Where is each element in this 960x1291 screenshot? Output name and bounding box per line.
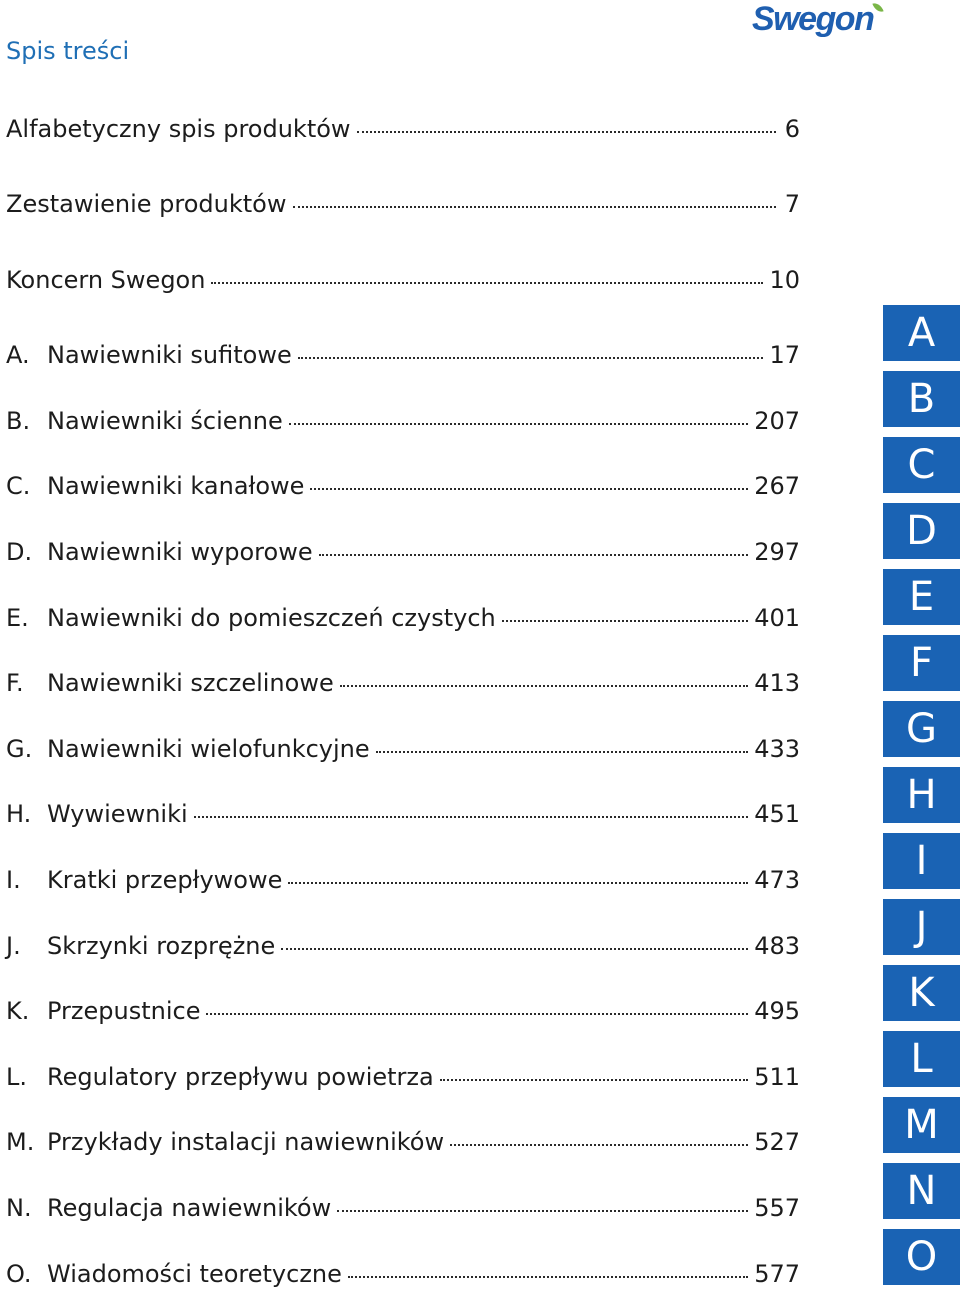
toc-entry-title: Nawiewniki kanałowe — [47, 472, 305, 500]
toc-entry[interactable] — [6, 338, 800, 372]
dot-leader — [376, 750, 749, 753]
dot-leader — [340, 684, 748, 687]
toc-entry-title: Nawiewniki do pomieszczeń czystych — [47, 604, 496, 632]
toc-entry-page: 433 — [754, 735, 800, 763]
section-tab-n[interactable]: N — [883, 1163, 960, 1219]
logo-leaf-icon — [872, 1, 883, 14]
toc-entry[interactable] — [6, 404, 800, 438]
toc-entry-letter: I. — [6, 866, 21, 894]
toc-entry-title: Nawiewniki wyporowe — [47, 538, 313, 566]
toc-entry[interactable] — [6, 929, 800, 963]
toc-entry-letter: G. — [6, 735, 33, 763]
section-tab-k[interactable]: K — [883, 965, 960, 1021]
toc-entry-page: 527 — [754, 1128, 800, 1156]
toc-entry-title: Nawiewniki sufitowe — [47, 341, 292, 369]
dot-leader — [450, 1143, 748, 1146]
toc-entry-letter: L. — [6, 1063, 27, 1091]
dot-leader — [502, 619, 748, 622]
toc-entry-title: Alfabetyczny spis produktów — [6, 115, 351, 143]
toc-entry-title: Regulacja nawiewników — [47, 1194, 332, 1222]
toc-entry-page: 401 — [754, 604, 800, 632]
dot-leader — [281, 947, 748, 950]
toc-entry-title: Wiadomości teoretyczne — [47, 1260, 342, 1288]
toc-entry-page: 511 — [754, 1063, 800, 1091]
swegon-logo: Swegon — [752, 0, 874, 38]
toc-entry[interactable] — [6, 1060, 800, 1094]
dot-leader — [298, 356, 764, 359]
toc-entry[interactable] — [6, 469, 800, 503]
toc-entry-page: 557 — [754, 1194, 800, 1222]
section-tab-m[interactable]: M — [883, 1097, 960, 1153]
toc-entry-letter: J. — [6, 932, 21, 960]
toc-entry[interactable] — [6, 1191, 800, 1225]
toc-entry[interactable] — [6, 666, 800, 700]
section-tab-b[interactable]: B — [883, 371, 960, 427]
toc-entry-page: 451 — [754, 800, 800, 828]
toc-entry-letter: D. — [6, 538, 33, 566]
toc-entry-title: Wywiewniki — [47, 800, 188, 828]
toc-entry-letter: F. — [6, 669, 24, 697]
toc-entry-page: 7 — [784, 190, 800, 218]
toc-entry-page: 17 — [769, 341, 800, 369]
dot-leader — [194, 815, 749, 818]
dot-leader — [293, 205, 777, 208]
toc-entry[interactable] — [6, 1257, 800, 1291]
toc-entry-letter: H. — [6, 800, 32, 828]
section-tab-o[interactable]: O — [883, 1229, 960, 1285]
dot-leader — [211, 281, 763, 284]
toc-entry[interactable] — [6, 187, 800, 221]
toc-entry-letter: O. — [6, 1260, 32, 1288]
section-tab-c[interactable]: C — [883, 437, 960, 493]
toc-entry[interactable] — [6, 601, 800, 635]
section-tab-a[interactable]: A — [883, 305, 960, 361]
toc-entry[interactable] — [6, 863, 800, 897]
toc-entry-letter: M. — [6, 1128, 35, 1156]
toc-entry-page: 483 — [754, 932, 800, 960]
toc-entry-page: 6 — [784, 115, 800, 143]
section-tab-j[interactable]: J — [883, 899, 960, 955]
section-tab-e[interactable]: E — [883, 569, 960, 625]
toc-entry-page: 495 — [754, 997, 800, 1025]
toc-entry-title: Koncern Swegon — [6, 266, 206, 294]
toc-entry-letter: E. — [6, 604, 29, 632]
toc-entry-letter: B. — [6, 407, 31, 435]
toc-entry-letter: N. — [6, 1194, 32, 1222]
page-title: Spis treści — [6, 37, 130, 65]
toc-entry-letter: C. — [6, 472, 31, 500]
dot-leader — [310, 487, 748, 490]
toc-entry-page: 473 — [754, 866, 800, 894]
toc-entry-title: Przykłady instalacji nawiewników — [47, 1128, 445, 1156]
toc-entry-title: Nawiewniki ścienne — [47, 407, 283, 435]
toc-entry[interactable] — [6, 263, 800, 297]
toc-entry-title: Kratki przepływowe — [47, 866, 283, 894]
dot-leader — [440, 1078, 748, 1081]
toc-entry-title: Skrzynki rozprężne — [47, 932, 276, 960]
toc-entry-title: Nawiewniki wielofunkcyjne — [47, 735, 370, 763]
toc-entry-page: 413 — [754, 669, 800, 697]
dot-leader — [319, 553, 749, 556]
dot-leader — [288, 881, 748, 884]
section-tab-d[interactable]: D — [883, 503, 960, 559]
toc-entry-letter: A. — [6, 341, 30, 369]
toc-entry[interactable] — [6, 797, 800, 831]
dot-leader — [357, 130, 776, 133]
dot-leader — [348, 1275, 748, 1278]
dot-leader — [206, 1012, 748, 1015]
toc-entry-title: Przepustnice — [47, 997, 201, 1025]
toc-entry-page: 297 — [754, 538, 800, 566]
toc-entry-page: 10 — [769, 266, 800, 294]
toc-entry[interactable] — [6, 1125, 800, 1159]
toc-entry-title: Zestawienie produktów — [6, 190, 287, 218]
toc-entry-page: 207 — [754, 407, 800, 435]
dot-leader — [337, 1209, 748, 1212]
toc-entry-title: Regulatory przepływu powietrza — [47, 1063, 434, 1091]
dot-leader — [289, 422, 748, 425]
toc-entry[interactable] — [6, 535, 800, 569]
section-tab-l[interactable]: L — [883, 1031, 960, 1087]
toc-entry-page: 577 — [754, 1260, 800, 1288]
toc-entry[interactable] — [6, 732, 800, 766]
toc-entry[interactable] — [6, 112, 800, 146]
section-tab-f[interactable]: F — [883, 635, 960, 691]
toc-entry-title: Nawiewniki szczelinowe — [47, 669, 334, 697]
toc-entry-letter: K. — [6, 997, 30, 1025]
toc-entry[interactable] — [6, 994, 800, 1028]
toc-entry-page: 267 — [754, 472, 800, 500]
section-tab-g[interactable]: G — [883, 701, 960, 757]
section-tab-h[interactable]: H — [883, 767, 960, 823]
section-tab-i[interactable]: I — [883, 833, 960, 889]
